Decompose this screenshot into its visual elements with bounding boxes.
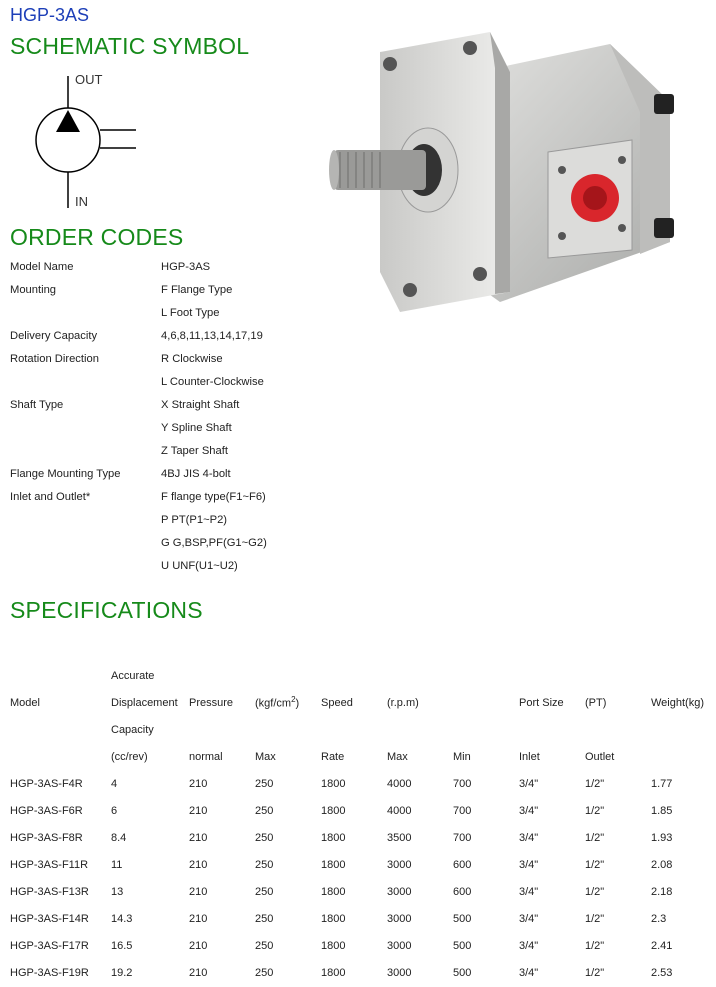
table-cell: 210: [189, 885, 208, 898]
order-code-key: Delivery Capacity: [10, 330, 98, 342]
order-code-key: Rotation Direction: [10, 353, 99, 365]
table-cell: 3500: [387, 831, 412, 844]
header-pressure: Pressure: [189, 696, 234, 709]
order-code-value: 4BJ JIS 4-bolt: [161, 468, 231, 480]
table-cell: 250: [255, 966, 274, 979]
table-cell: 1/2": [585, 885, 605, 898]
table-cell: 500: [453, 939, 472, 952]
header-outlet: Outlet: [585, 750, 615, 763]
table-cell: 210: [189, 858, 208, 871]
pump-photo: [310, 22, 704, 318]
table-cell: 1800: [321, 804, 346, 817]
header-accurate: Accurate: [111, 669, 155, 682]
order-code-value: X Straight Shaft: [161, 399, 240, 411]
table-row: [6, 770, 711, 797]
table-cell: HGP-3AS-F4R: [10, 777, 83, 790]
table-row: [6, 878, 711, 905]
table-cell: 1/2": [585, 912, 605, 925]
out-label: OUT: [75, 72, 103, 87]
table-cell: 210: [189, 966, 208, 979]
header-weight: Weight(kg): [651, 696, 704, 709]
specifications-table: [6, 662, 711, 986]
table-cell: 210: [189, 777, 208, 790]
header-speed: Speed: [321, 696, 353, 709]
order-code-key: Inlet and Outlet*: [10, 491, 91, 503]
table-cell: HGP-3AS-F6R: [10, 804, 83, 817]
order-codes-heading: ORDER CODES: [10, 224, 184, 250]
table-cell: HGP-3AS-F19R: [10, 966, 89, 979]
table-cell: 2.41: [651, 939, 673, 952]
header-kgf-close: ): [295, 697, 300, 710]
header-capacity: Capacity: [111, 723, 154, 736]
table-cell: HGP-3AS-F13R: [10, 885, 89, 898]
table-cell: 210: [189, 912, 208, 925]
header-model: Model: [10, 696, 40, 709]
table-row: [6, 824, 711, 851]
table-row: [6, 959, 711, 986]
order-code-key: Mounting: [10, 284, 57, 296]
table-cell: 6: [111, 804, 118, 817]
table-cell: 2.3: [651, 912, 667, 925]
table-cell: 500: [453, 912, 472, 925]
table-cell: 1800: [321, 777, 346, 790]
header-rpm: (r.p.m): [387, 696, 419, 709]
table-cell: 1/2": [585, 858, 605, 871]
table-cell: 250: [255, 831, 274, 844]
table-cell: 700: [453, 777, 472, 790]
table-cell: 700: [453, 831, 472, 844]
table-cell: 3/4": [519, 912, 539, 925]
table-cell: 1800: [321, 858, 346, 871]
order-code-value: F flange type(F1~F6): [161, 491, 266, 503]
page-title: HGP-3AS: [10, 5, 90, 25]
header-max-rpm: Max: [387, 750, 408, 763]
table-cell: 3/4": [519, 966, 539, 979]
table-cell: 2.18: [651, 885, 673, 898]
header-kgf: (kgf/cm: [255, 697, 292, 710]
table-cell: 3000: [387, 966, 412, 979]
table-cell: 1800: [321, 885, 346, 898]
table-cell: 2.08: [651, 858, 673, 871]
table-cell: 250: [255, 939, 274, 952]
table-cell: 250: [255, 912, 274, 925]
header-pressure-unit: [251, 689, 317, 716]
header-cc-rev: (cc/rev): [111, 750, 148, 763]
table-cell: 3/4": [519, 777, 539, 790]
table-cell: 11: [111, 858, 123, 871]
order-code-value: L Counter-Clockwise: [161, 376, 264, 388]
table-cell: 250: [255, 777, 274, 790]
table-row: [6, 797, 711, 824]
table-cell: 3000: [387, 939, 412, 952]
order-code-value: Z Taper Shaft: [161, 445, 228, 457]
order-code-value: F Flange Type: [161, 284, 233, 296]
table-cell: 1800: [321, 831, 346, 844]
table-cell: HGP-3AS-F17R: [10, 939, 89, 952]
order-code-key: Shaft Type: [10, 399, 64, 411]
table-cell: 1/2": [585, 939, 605, 952]
table-cell: 3/4": [519, 804, 539, 817]
table-cell: HGP-3AS-F14R: [10, 912, 89, 925]
table-cell: 3000: [387, 858, 412, 871]
table-cell: 210: [189, 831, 208, 844]
table-cell: 500: [453, 966, 472, 979]
pump-symbol-icon: [30, 66, 150, 212]
table-cell: 4000: [387, 777, 412, 790]
table-cell: 3000: [387, 885, 412, 898]
table-cell: 1800: [321, 939, 346, 952]
order-code-value: U UNF(U1~U2): [161, 560, 238, 572]
header-rate: Rate: [321, 750, 345, 763]
table-cell: 3000: [387, 912, 412, 925]
table-cell: 3/4": [519, 939, 539, 952]
spec-header-row-3: [6, 716, 711, 743]
table-cell: 600: [453, 858, 472, 871]
table-cell: 210: [189, 939, 208, 952]
header-port-size: Port Size: [519, 696, 564, 709]
table-cell: 1/2": [585, 804, 605, 817]
table-cell: 2.53: [651, 966, 673, 979]
table-cell: 600: [453, 885, 472, 898]
table-cell: 3/4": [519, 885, 539, 898]
table-cell: 16.5: [111, 939, 133, 952]
table-cell: 210: [189, 804, 208, 817]
header-displacement: Displacement: [111, 696, 178, 709]
order-code-value: Y Spline Shaft: [161, 422, 232, 434]
order-code-value: L Foot Type: [161, 307, 220, 319]
header-kgf-sup: 2: [291, 695, 296, 705]
table-cell: 3/4": [519, 858, 539, 871]
order-code-key: Model Name: [10, 261, 74, 273]
spec-header-row-1: [6, 662, 711, 689]
header-max: Max: [255, 750, 276, 763]
table-cell: 700: [453, 804, 472, 817]
table-cell: 4000: [387, 804, 412, 817]
header-min: Min: [453, 750, 471, 763]
in-label: IN: [75, 194, 88, 209]
order-code-value: R Clockwise: [161, 353, 223, 365]
table-cell: 1800: [321, 912, 346, 925]
schematic-symbol: [30, 66, 150, 212]
order-code-key: Flange Mounting Type: [10, 468, 121, 480]
table-cell: 1/2": [585, 777, 605, 790]
header-pt: (PT): [585, 696, 607, 709]
order-code-value: HGP-3AS: [161, 261, 211, 273]
table-cell: 1/2": [585, 966, 605, 979]
table-cell: 14.3: [111, 912, 133, 925]
table-cell: 1.77: [651, 777, 673, 790]
table-cell: 4: [111, 777, 118, 790]
table-row: [6, 851, 711, 878]
table-cell: HGP-3AS-F11R: [10, 858, 89, 871]
table-cell: 3/4": [519, 831, 539, 844]
table-cell: 8.4: [111, 831, 127, 844]
spec-header-row-2: [6, 689, 711, 716]
table-cell: 1.85: [651, 804, 673, 817]
table-row: [6, 932, 711, 959]
table-cell: 13: [111, 885, 124, 898]
table-cell: HGP-3AS-F8R: [10, 831, 83, 844]
table-cell: 1800: [321, 966, 346, 979]
table-cell: 1.93: [651, 831, 673, 844]
table-cell: 19.2: [111, 966, 133, 979]
header-inlet: Inlet: [519, 750, 540, 763]
table-row: [6, 905, 711, 932]
table-cell: 250: [255, 804, 274, 817]
schematic-heading: SCHEMATIC SYMBOL: [10, 33, 250, 59]
order-code-value: G G,BSP,PF(G1~G2): [161, 537, 267, 549]
order-code-value: 4,6,8,11,13,14,17,19: [161, 330, 263, 342]
order-code-value: P PT(P1~P2): [161, 514, 228, 526]
table-cell: 1/2": [585, 831, 605, 844]
spec-header-row-4: [6, 743, 711, 770]
specifications-heading: SPECIFICATIONS: [10, 597, 203, 623]
table-cell: 250: [255, 885, 274, 898]
header-normal: normal: [189, 750, 223, 763]
table-cell: 250: [255, 858, 274, 871]
